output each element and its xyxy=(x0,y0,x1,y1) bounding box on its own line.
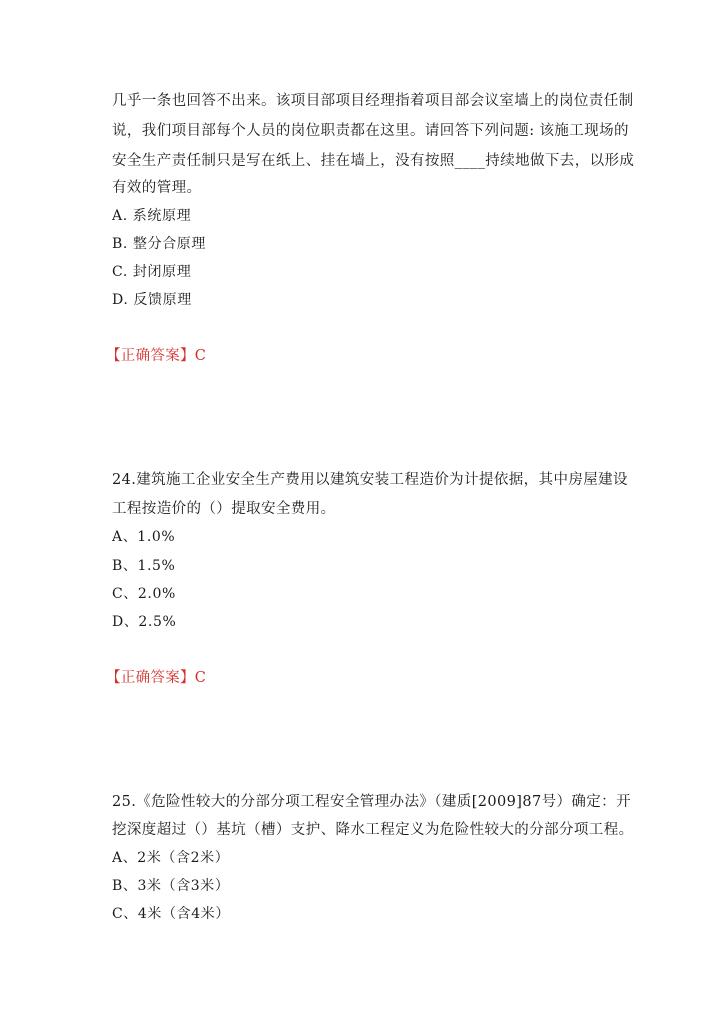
q23-correct-answer: 【正确答案】C xyxy=(106,348,207,364)
q25-option-c: C、4米（含4米） xyxy=(112,906,230,922)
q25-option-a: A、2米（含2米） xyxy=(112,850,230,866)
q24-correct-answer: 【正确答案】C xyxy=(106,670,207,686)
q23-stem-line-2: 说，我们项目部每个人员的岗位职责都在这里。请回答下列问题: 该施工现场的 xyxy=(112,123,629,139)
q24-stem-line-1: 24.建筑施工企业安全生产费用以建筑安装工程造价为计提依据，其中房屋建设 xyxy=(112,472,628,488)
q23-option-b: B. 整分合原理 xyxy=(112,236,206,252)
q25-stem-line-1: 25.《危险性较大的分部分项工程安全管理办法》（建质[2009]87号）确定：开 xyxy=(112,794,631,810)
q25-option-b: B、3米（含3米） xyxy=(112,878,230,894)
q23-option-a: A. 系统原理 xyxy=(112,208,192,224)
q23-option-c: C. 封闭原理 xyxy=(112,264,192,280)
q23-option-d: D. 反馈原理 xyxy=(112,292,192,308)
q24-option-b: B、1.5% xyxy=(112,558,176,574)
q25-stem-line-2: 挖深度超过（）基坑（槽）支护、降水工程定义为危险性较大的分部分项工程。 xyxy=(112,822,634,838)
q23-stem-line-1: 几乎一条也回答不出来。该项目部项目经理指着项目部会议室墙上的岗位责任制 xyxy=(112,93,634,109)
q24-option-a: A、1.0% xyxy=(112,529,176,545)
q24-option-c: C、2.0% xyxy=(112,586,176,602)
q23-stem-line-3: 安全生产责任制只是写在纸上、挂在墙上，没有按照____持续地做下去，以形成 xyxy=(112,153,635,169)
q23-stem-line-4: 有效的管理。 xyxy=(112,180,202,196)
q24-option-d: D、2.5% xyxy=(112,614,177,630)
q24-stem-line-2: 工程按造价的（）提取安全费用。 xyxy=(112,501,336,517)
